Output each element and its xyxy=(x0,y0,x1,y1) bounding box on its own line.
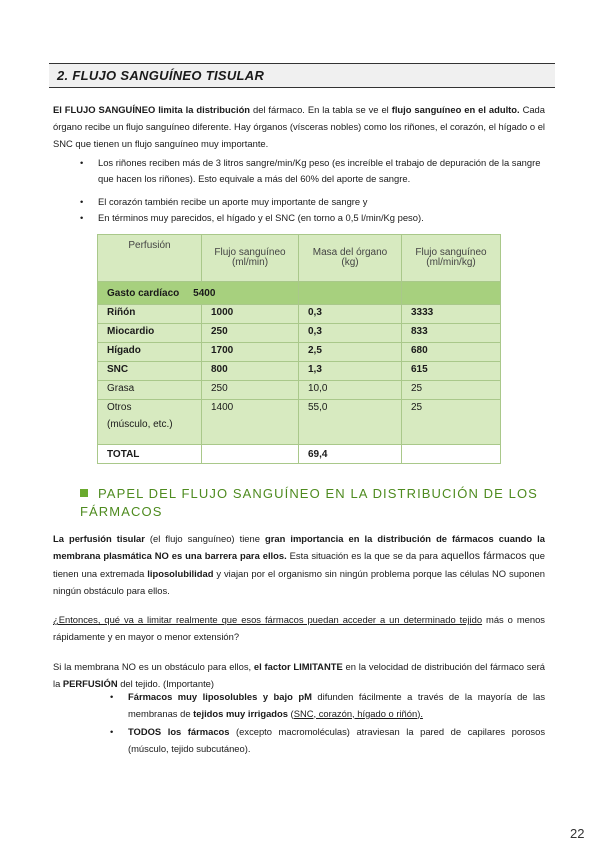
table-cell: 69,4 xyxy=(299,445,402,464)
question-paragraph xyxy=(53,611,545,645)
para2-text-4: Esta situación es la que se da para xyxy=(286,550,441,561)
bullet-list-2 xyxy=(110,689,545,757)
otros-sublabel: (músculo, etc.) xyxy=(107,419,173,430)
table-cell xyxy=(202,445,299,464)
bullet-item: • El corazón también recibe un aporte muy importante de sangre y xyxy=(80,194,545,210)
intro-bold-3: flujo sanguíneo en el adulto. xyxy=(391,104,520,115)
table-cell: 25 xyxy=(402,400,501,445)
table-cell: 1700 xyxy=(202,343,299,362)
table-header-row xyxy=(98,235,501,282)
para2-text-5: aquellos fármacos xyxy=(440,550,527,562)
table-header-cell: Flujo sanguíneo (ml/min/kg) xyxy=(402,235,501,282)
section-heading-bar xyxy=(49,63,555,88)
table-cell: 0,3 xyxy=(299,324,402,343)
table-cell: 250 xyxy=(202,324,299,343)
question-underlined: ¿Entonces, qué va a limitar realmente que esos fármacos puedan acceder a un determinado tejido xyxy=(53,614,483,625)
table-header-cell: Flujo sanguíneo (ml/min) xyxy=(202,235,299,282)
question-text: más o menos rápidamente y en mayor o menor extensión? xyxy=(53,614,545,642)
b2-bold-1: TODOS los fármacos xyxy=(128,726,230,737)
table-header-cell: Perfusión xyxy=(98,235,202,282)
otros-label: Otros xyxy=(107,402,132,413)
table-row xyxy=(98,362,501,381)
bullet-list-1 xyxy=(80,155,545,226)
para2-text-8: y viajan por el organismo sin ningún problema porque las células NO suponen ningún obstáculo para ellos. xyxy=(53,568,545,596)
table-cell: 250 xyxy=(202,381,299,400)
para2-bold-3: gran importancia en la distribución de fármacos cuando la membrana plasmática NO es una barrera para ellos. xyxy=(53,533,545,561)
table-cell: 1400 xyxy=(202,400,299,445)
table-cell: 833 xyxy=(402,324,501,343)
table-cell: 680 xyxy=(402,343,501,362)
table-row xyxy=(98,305,501,324)
perfusion-paragraph xyxy=(53,530,545,599)
table-row xyxy=(98,343,501,362)
table-cell: 3333 xyxy=(402,305,501,324)
table-cell: SNC xyxy=(98,362,202,381)
square-bullet-icon xyxy=(80,489,88,497)
table-cell: 10,0 xyxy=(299,381,402,400)
para2-text-2: (el flujo sanguíneo) tiene xyxy=(144,533,265,544)
section-title: 2. FLUJO SANGUÍNEO TISULAR xyxy=(57,68,265,83)
table-row xyxy=(98,381,501,400)
gasto-cell: Gasto cardíaco 5400 xyxy=(98,282,299,305)
table-cell xyxy=(402,282,501,305)
table-row-total xyxy=(98,445,501,464)
b1-text-6: ). xyxy=(417,707,423,719)
para2-bold-1: La perfusión tisular xyxy=(53,533,145,544)
table-cell: Grasa xyxy=(98,381,202,400)
b2-text-2: (excepto macromoléculas) atraviesan la pared de capilares porosos (músculo, tejido subcutáneo). xyxy=(128,726,546,754)
table-cell: 615 xyxy=(402,362,501,381)
intro-bold-1: El FLUJO SANGUÍNEO limita la distribución xyxy=(53,104,251,115)
para3-text-1: Si la membrana NO es un obstáculo para ellos, xyxy=(53,661,254,672)
table-row-otros xyxy=(98,400,501,445)
limiting-factor-paragraph xyxy=(53,658,545,692)
table-cell: TOTAL xyxy=(98,445,202,464)
table-cell: 2,5 xyxy=(299,343,402,362)
subsection-heading xyxy=(80,485,550,521)
table-cell: 55,0 xyxy=(299,400,402,445)
bullet-item: • En términos muy parecidos, el hígado y el SNC (en torno a 0,5 l/min/Kg peso). xyxy=(80,210,545,226)
table-cell: 1,3 xyxy=(299,362,402,381)
page-number: 22 xyxy=(570,826,585,841)
table-cell xyxy=(402,445,501,464)
para3-bold-2: el factor LIMITANTE xyxy=(253,661,343,672)
bullet-item: • Los riñones reciben más de 3 litros sangre/min/Kg peso (es increíble el trabajo de depuración de la sangre que hacen los riñones). Esto equivale a más del 60% del aporte de sangre. xyxy=(80,155,545,187)
intro-text-2: del fármaco. En la tabla se ve el xyxy=(250,104,392,115)
b1-underlined-5: SNC, corazón, hígado o riñón xyxy=(293,707,418,719)
b1-bold-1: Fármacos muy liposolubles y bajo pM xyxy=(128,691,312,702)
table-cell: 1000 xyxy=(202,305,299,324)
para2-text-6: que tienen una extremada xyxy=(53,550,545,579)
b1-bold-3: tejidos muy irrigados xyxy=(193,707,288,719)
table-cell xyxy=(98,400,202,445)
table-cell: Riñón xyxy=(98,305,202,324)
table-cell: 0,3 xyxy=(299,305,402,324)
table-cell: 25 xyxy=(402,381,501,400)
table-cell: Miocardio xyxy=(98,324,202,343)
table-cell: Hígado xyxy=(98,343,202,362)
para2-bold-7: liposolubilidad xyxy=(147,568,214,579)
table-row-gasto xyxy=(98,282,501,305)
para3-text-5: del tejido. (Importante) xyxy=(117,678,215,689)
para3-text-3: en la velocidad de distribución del fármaco será la xyxy=(53,661,546,689)
table-cell: 800 xyxy=(202,362,299,381)
intro-paragraph xyxy=(53,101,545,152)
table-cell xyxy=(299,282,402,305)
b1-text-2: difunden fácilmente a través de la mayoría de las membranas de xyxy=(128,691,546,719)
para3-bold-4: PERFUSIÓN xyxy=(62,678,118,689)
bullet-item xyxy=(110,724,545,757)
subsection-title: PAPEL DEL FLUJO SANGUÍNEO EN LA DISTRIBUCIÓN DE LOS FÁRMACOS xyxy=(80,486,538,519)
table-header-cell: Masa del órgano (kg) xyxy=(299,235,402,282)
intro-text-4: Cada órgano recibe un flujo sanguíneo diferente. Hay órganos (vísceras nobles) como los riñones, el corazón, el hígado o el SNC que tienen un flujo sanguíneo muy importante. xyxy=(53,104,545,149)
perfusion-table xyxy=(97,234,501,464)
table-row xyxy=(98,324,501,343)
b1-text-4: ( xyxy=(287,707,294,719)
bullet-item xyxy=(110,689,545,722)
